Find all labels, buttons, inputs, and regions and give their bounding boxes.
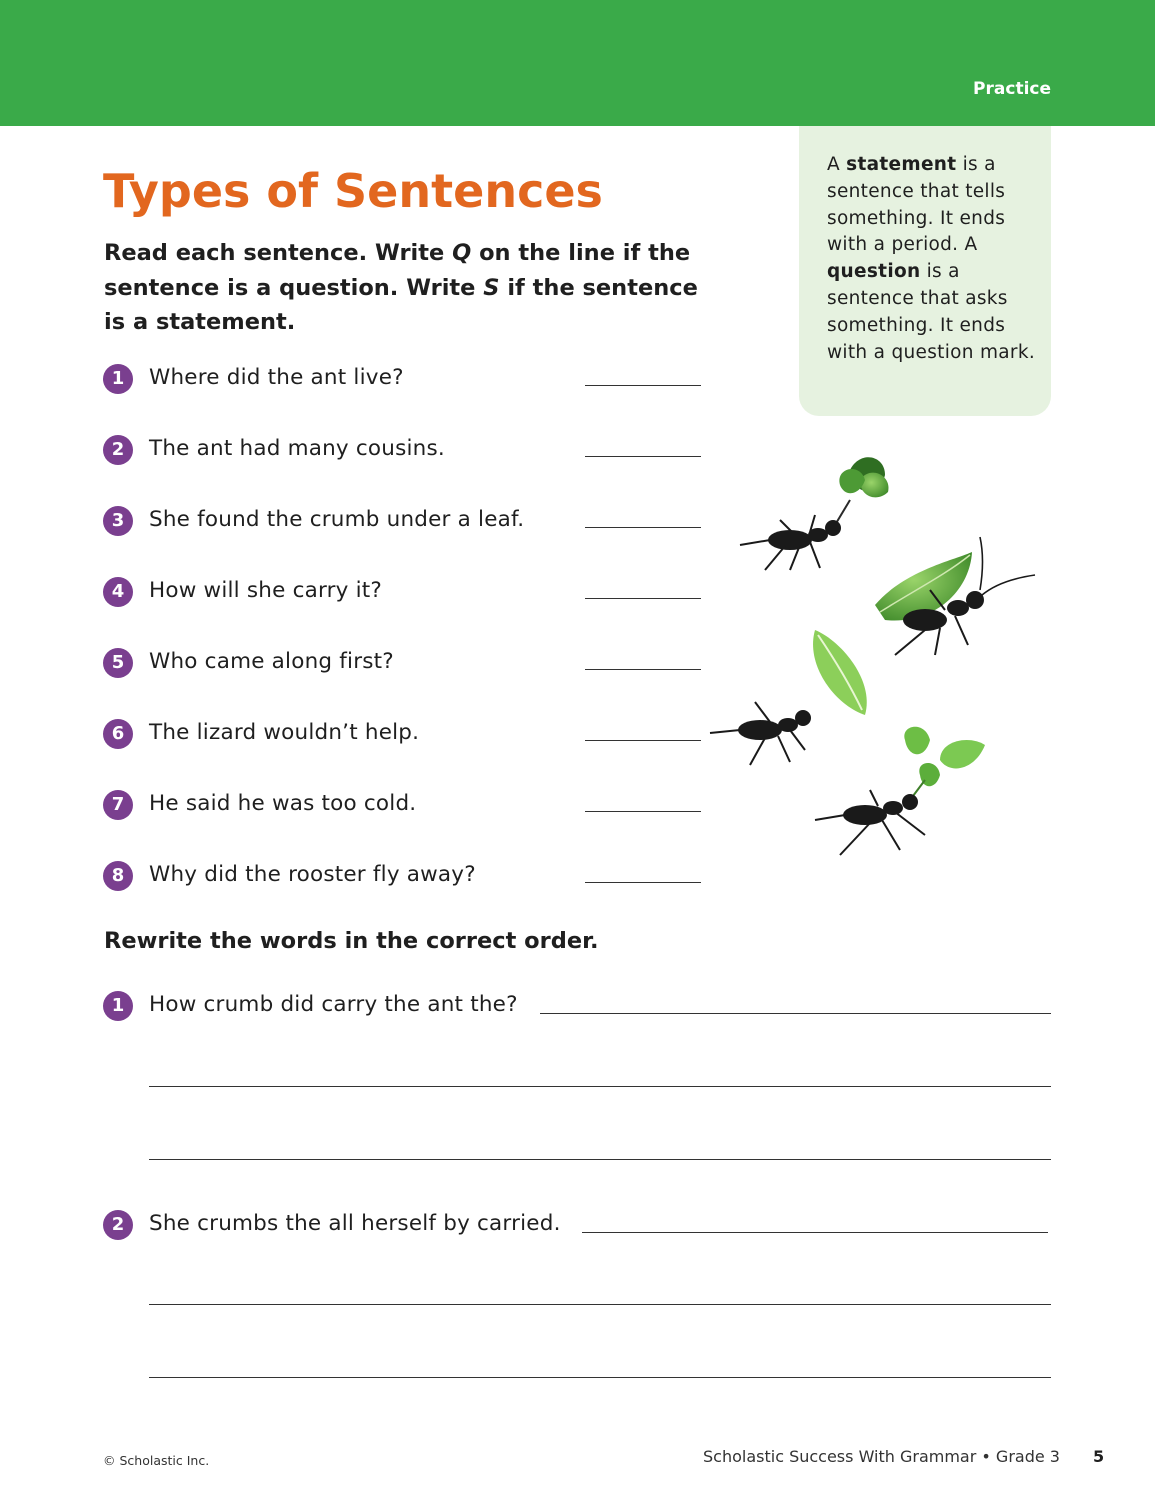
scrambled-sentence: She crumbs the all herself by carried. xyxy=(149,1211,561,1236)
question-item xyxy=(103,718,703,752)
answer-line[interactable] xyxy=(585,669,701,670)
answer-line[interactable] xyxy=(582,1232,1048,1233)
question-text: The ant had many cousins. xyxy=(149,436,445,461)
number-badge: 2 xyxy=(103,435,133,465)
header-band xyxy=(0,0,1155,126)
question-text: Who came along first? xyxy=(149,649,394,674)
answer-line[interactable] xyxy=(585,456,701,457)
ant-4 xyxy=(815,727,985,855)
number-badge: 2 xyxy=(103,1210,133,1240)
question-item xyxy=(103,860,703,894)
scrambled-sentence: How crumb did carry the ant the? xyxy=(149,992,518,1017)
ant-3 xyxy=(710,630,867,765)
copyright: © Scholastic Inc. xyxy=(103,1453,210,1468)
instructions-text-3: if the sentence is a statement. xyxy=(104,274,698,335)
answer-line[interactable] xyxy=(585,598,701,599)
answer-line[interactable] xyxy=(149,1304,1051,1305)
question-item xyxy=(103,363,703,397)
number-badge: 5 xyxy=(103,648,133,678)
tip-term-question: question xyxy=(827,261,921,283)
page-number: 5 xyxy=(1093,1447,1105,1466)
rewrite-heading: Rewrite the words in the correct order. xyxy=(104,928,599,954)
tip-text-2: is a sentence that tells something. It ends with a period. A xyxy=(827,154,1006,256)
answer-line[interactable] xyxy=(149,1086,1051,1087)
rewrite-item xyxy=(103,990,1053,1024)
ant-2 xyxy=(875,537,1035,655)
instructions-text-2: on the line if the sentence is a question. Write xyxy=(104,240,691,301)
tip-text-1: A xyxy=(827,154,847,175)
answer-line[interactable] xyxy=(585,385,701,386)
book-title: Scholastic Success With Grammar • Grade 3 xyxy=(703,1447,1060,1466)
number-badge: 4 xyxy=(103,577,133,607)
ants-carrying-leaves-illustration xyxy=(700,440,1050,870)
answer-line[interactable] xyxy=(585,882,701,883)
question-text: How will she carry it? xyxy=(149,578,383,603)
answer-line[interactable] xyxy=(585,811,701,812)
question-text: The lizard wouldn’t help. xyxy=(149,720,420,745)
question-item xyxy=(103,505,703,539)
answer-line[interactable] xyxy=(540,1013,1051,1014)
question-text: He said he was too cold. xyxy=(149,791,417,816)
instructions-letter-s: S xyxy=(483,274,500,301)
question-item xyxy=(103,434,703,468)
answer-line[interactable] xyxy=(585,740,701,741)
number-badge: 3 xyxy=(103,506,133,536)
instructions xyxy=(104,236,724,340)
question-text: She found the crumb under a leaf. xyxy=(149,507,525,532)
number-badge: 1 xyxy=(103,364,133,394)
question-item xyxy=(103,789,703,823)
instructions-letter-q: Q xyxy=(452,240,472,266)
answer-line[interactable] xyxy=(149,1159,1051,1160)
instructions-text-1: Read each sentence. Write xyxy=(104,240,453,266)
ant-1 xyxy=(740,457,888,570)
number-badge: 6 xyxy=(103,719,133,749)
number-badge: 8 xyxy=(103,861,133,891)
number-badge: 1 xyxy=(103,991,133,1021)
number-badge: 7 xyxy=(103,790,133,820)
question-text: Where did the ant live? xyxy=(149,365,404,390)
tip-text-3: is a sentence that asks something. It ends with a question mark. xyxy=(827,261,1036,363)
page-title: Types of Sentences xyxy=(103,164,603,218)
question-text: Why did the rooster fly away? xyxy=(149,862,476,887)
question-item xyxy=(103,576,703,610)
section-label: Practice xyxy=(973,79,1051,99)
tip-term-statement: statement xyxy=(846,154,957,175)
question-item xyxy=(103,647,703,681)
rewrite-item xyxy=(103,1209,1053,1243)
answer-line[interactable] xyxy=(149,1377,1051,1378)
answer-line[interactable] xyxy=(585,527,701,528)
definition-tip-box xyxy=(799,126,1051,416)
